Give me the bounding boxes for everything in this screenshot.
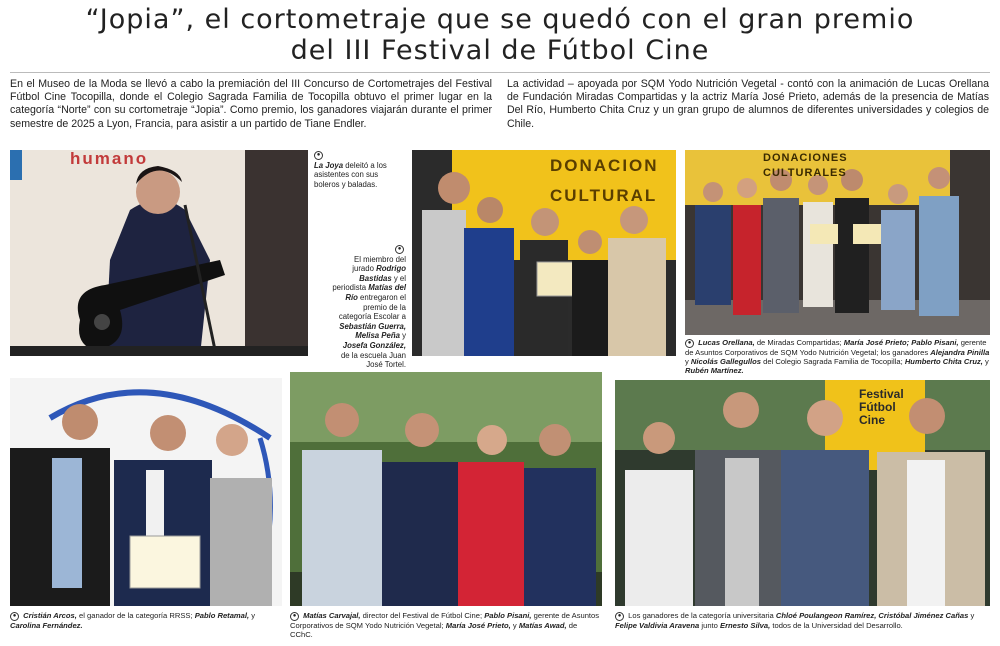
caption-university: ● Los ganadores de la categoría universitaria Chloé Poulangeon Ramírez, Cristóbal Jiménez Cañas y Felipe Valdivia Aravena junto Ernesto Silva, todos de la Universidad del Desarrollo.: [615, 611, 975, 630]
festival-logo: Festival Fútbol Cine: [859, 387, 904, 427]
sign-culturales: CULTURALES: [763, 167, 847, 179]
photo-director: [290, 372, 602, 606]
camera-icon: ●: [314, 151, 323, 160]
headline-line-2: del III Festival de Fútbol Cine: [290, 35, 710, 66]
caption-school-award: ● El miembro del jurado Rodrigo Bastidas y el periodista Matías del Río entregaron el premio de la categoría Escolar a Sebastián Guerra, Melisa Peña y Josefa González, de la escuela Juan José Tortel.: [332, 246, 406, 370]
divider: [10, 72, 990, 73]
intro-right: La actividad – apoyada por SQM Yodo Nutrición Vegetal - contó con la animación de Lucas Orellana de Fundación Miradas Compartidas y la actriz María José Prieto, además de la presencia de Matías Del Río, Humberto Chita Cruz y un gran grupo de alumnos de diferentes universidades y colegios de Chile.: [507, 78, 989, 130]
camera-icon: ●: [10, 612, 19, 621]
caption-group: ● Lucas Orellana, de Miradas Compartidas; María José Prieto; Pablo Pisani, gerente de Asuntos Corporativos de SQM Yodo Nutrición Vegetal; los ganadores Alejandra Pinilla y Nicolás Gallegullos del Colegio Sagrada Familia de Tocopilla; Humberto Chita Cruz, y Rubén Martínez.: [685, 338, 990, 376]
headline-line-1: “Jopia”, el cortometraje que se quedó con el gran premio: [85, 4, 915, 35]
sign-donacion: DONACION: [550, 156, 659, 175]
camera-icon: ●: [615, 612, 624, 621]
photo-university: [615, 380, 990, 606]
photo-school-award: [412, 150, 676, 356]
photo-group: [685, 150, 990, 335]
caption-singer: ● La Joya deleitó a los asistentes con sus boleros y baladas.: [314, 152, 387, 189]
camera-icon: ●: [395, 245, 404, 254]
sign-donaciones: DONACIONES: [763, 152, 848, 164]
photo-singer: [10, 150, 308, 356]
intro-left: En el Museo de la Moda se llevó a cabo la premiación del III Concurso de Cortometrajes del Festival Fútbol Cine Tocopilla, donde el Colegio Sagrada Familia de Tocopilla obtuvo el primer lugar en la categoría “Norte” con su cortometraje “Jopia”. Como premio, los ganadores viajarán durante el primer semestre de 2025 a Lyon, Francia, para asistir a un partido de Tiane Endler.: [10, 78, 492, 130]
photo-rrss: [10, 378, 282, 606]
caption-rrss: ● Cristián Arcos, el ganador de la categoría RRSS; Pablo Retamal, y Carolina Fernández.: [10, 611, 256, 630]
camera-icon: ●: [685, 339, 694, 348]
sign-humano: humano: [70, 150, 149, 168]
caption-director: ● Matías Carvajal, director del Festival de Fútbol Cine; Pablo Pisani, gerente de Asuntos Corporativos de SQM Yodo Nutrición Vegetal; María José Prieto, y Matías Awad, de CChC.: [290, 611, 600, 639]
sign-cultural: CULTURAL: [550, 186, 658, 205]
camera-icon: ●: [290, 612, 299, 621]
headline: [0, 4, 1000, 66]
